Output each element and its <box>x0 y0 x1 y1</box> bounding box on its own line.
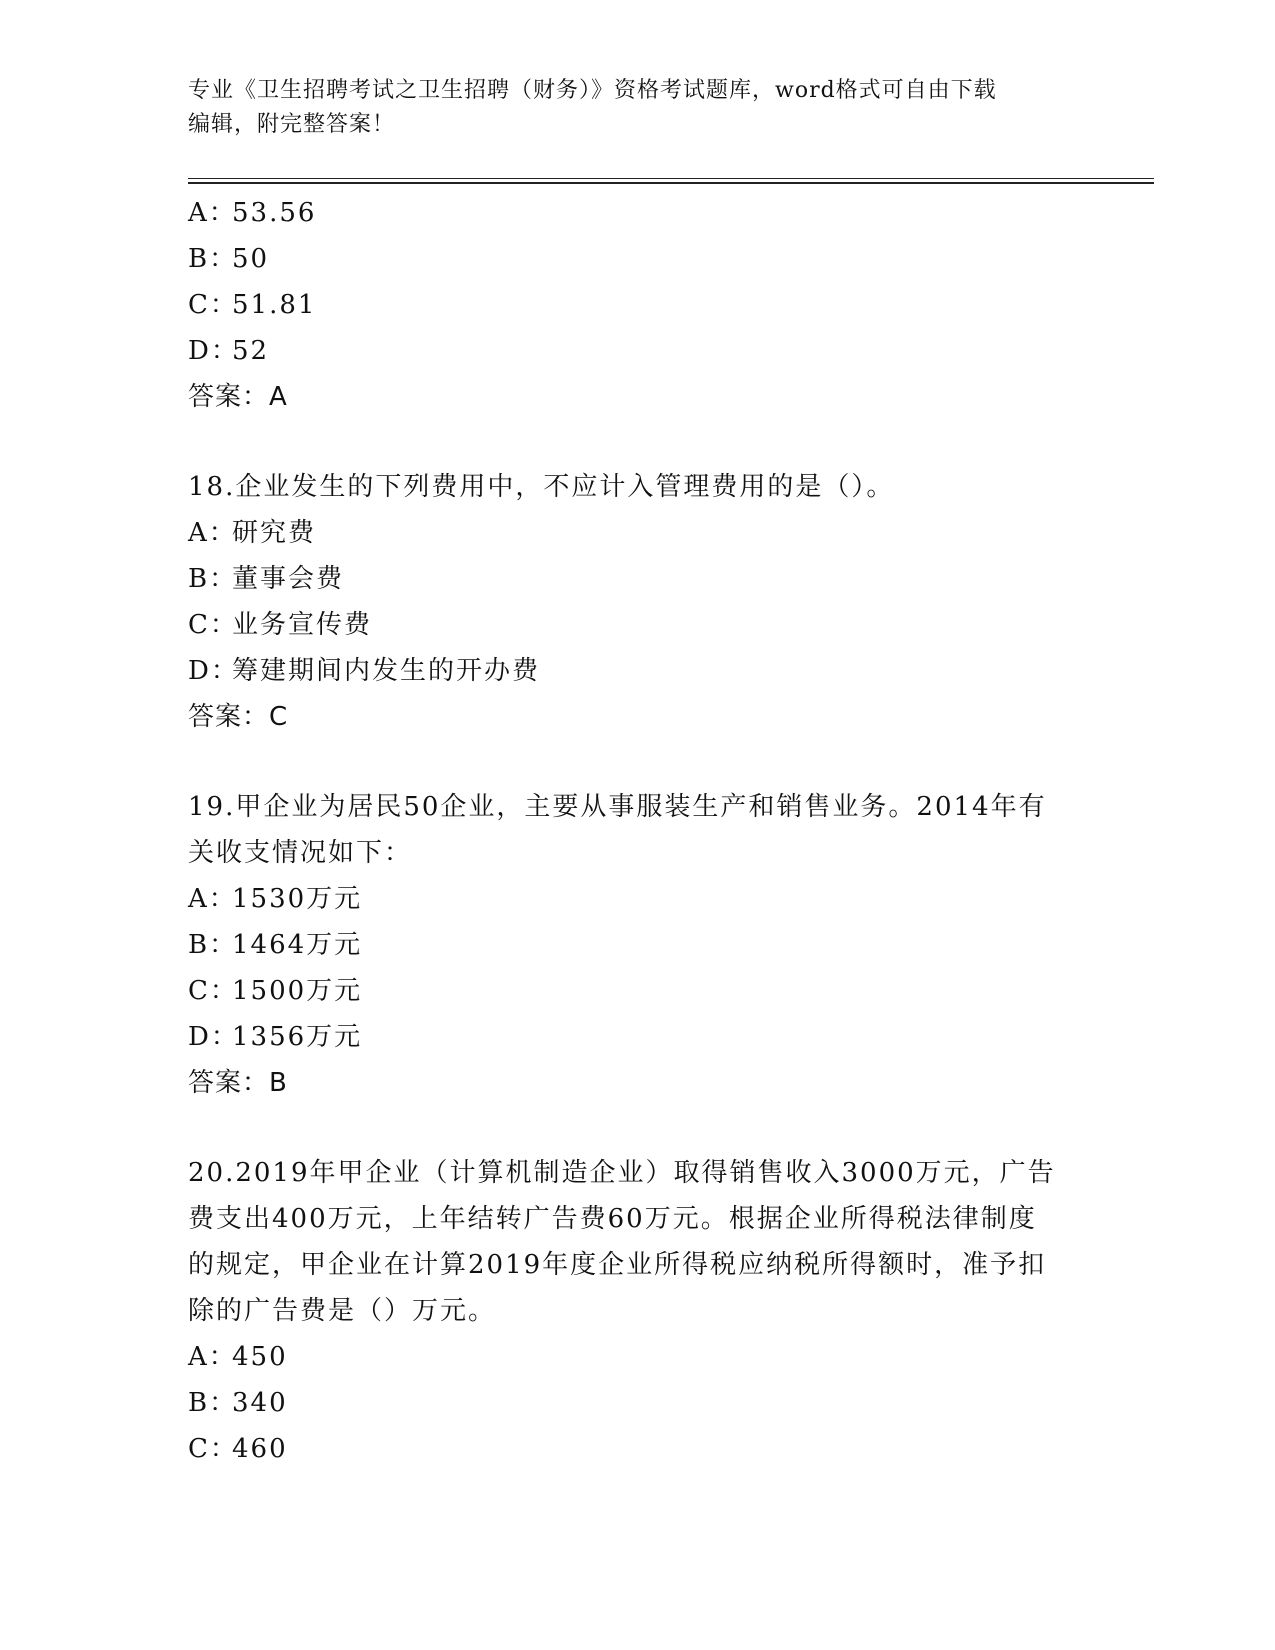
prev-question <box>188 190 1088 420</box>
question-text <box>188 1150 1068 1334</box>
header-line-2: 编辑，附完整答案！ <box>188 112 396 137</box>
question-text-line: 的规定，甲企业在计算2019年度企业所得税应纳税所得额时，准予扣 <box>188 1250 1047 1280</box>
question-list <box>188 190 1088 1472</box>
option-key: A： <box>188 198 237 228</box>
header-divider <box>188 178 1154 179</box>
option-text: 业务宣传费 <box>232 610 373 640</box>
question-text-line: 18.企业发生的下列费用中，不应计入管理费用的是（）。 <box>188 472 895 502</box>
option-key: C： <box>188 610 238 640</box>
header-divider-thick <box>188 182 1154 184</box>
option-key: A： <box>188 518 237 548</box>
option-text: 50 <box>232 244 270 274</box>
option-b <box>188 556 1088 602</box>
option-b <box>188 236 1088 282</box>
question-text-line: 19.甲企业为居民50企业，主要从事服装生产和销售业务。2014年有 <box>188 792 1047 822</box>
option-text: 52 <box>232 336 270 366</box>
question-text <box>188 464 1068 510</box>
option-key: D： <box>188 1022 239 1052</box>
answer-line: 答案：C <box>188 702 289 732</box>
option-text: 340 <box>232 1388 288 1418</box>
question-text-line: 关收支情况如下： <box>188 838 413 868</box>
option-key: B： <box>188 564 238 594</box>
option-text: 1464万元 <box>232 930 363 960</box>
option-key: D： <box>188 656 239 686</box>
option-b <box>188 1380 1088 1426</box>
option-d <box>188 328 1088 374</box>
option-text: 450 <box>232 1342 288 1372</box>
option-a <box>188 510 1088 556</box>
option-key: B： <box>188 930 238 960</box>
option-c <box>188 602 1088 648</box>
header-line-1: 专业《卫生招聘考试之卫生招聘（财务）》资格考试题库，word格式可自由下载 <box>188 78 997 103</box>
option-key: C： <box>188 290 238 320</box>
question-18 <box>188 464 1088 740</box>
option-a <box>188 876 1088 922</box>
option-a <box>188 190 1088 236</box>
option-text: 460 <box>232 1434 288 1464</box>
option-c <box>188 1426 1088 1472</box>
question-text <box>188 784 1068 876</box>
option-key: A： <box>188 1342 237 1372</box>
option-b <box>188 922 1088 968</box>
option-text: 51.81 <box>232 290 317 320</box>
option-d <box>188 1014 1088 1060</box>
option-a <box>188 1334 1088 1380</box>
option-text: 53.56 <box>232 198 317 228</box>
question-text-line: 费支出400万元，上年结转广告费60万元。根据企业所得税法律制度 <box>188 1204 1037 1234</box>
option-text: 1500万元 <box>232 976 363 1006</box>
question-text-line: 20.2019年甲企业（计算机制造企业）取得销售收入3000万元，广告 <box>188 1158 1056 1188</box>
question-20 <box>188 1150 1088 1472</box>
option-key: C： <box>188 976 238 1006</box>
option-text: 董事会费 <box>232 564 345 594</box>
question-text-line: 除的广告费是（）万元。 <box>188 1296 497 1326</box>
option-c <box>188 282 1088 328</box>
option-key: B： <box>188 244 238 274</box>
option-text: 筹建期间内发生的开办费 <box>232 656 541 686</box>
question-19 <box>188 784 1088 1106</box>
option-text: 1530万元 <box>232 884 363 914</box>
option-key: C： <box>188 1434 238 1464</box>
option-text: 1356万元 <box>232 1022 363 1052</box>
option-text: 研究费 <box>232 518 317 548</box>
option-key: A： <box>188 884 237 914</box>
option-key: D： <box>188 336 239 366</box>
option-d <box>188 648 1088 694</box>
option-key: B： <box>188 1388 238 1418</box>
document-header <box>188 74 1068 142</box>
option-c <box>188 968 1088 1014</box>
answer-line: 答案：B <box>188 1068 288 1098</box>
answer-line: 答案：A <box>188 382 288 412</box>
